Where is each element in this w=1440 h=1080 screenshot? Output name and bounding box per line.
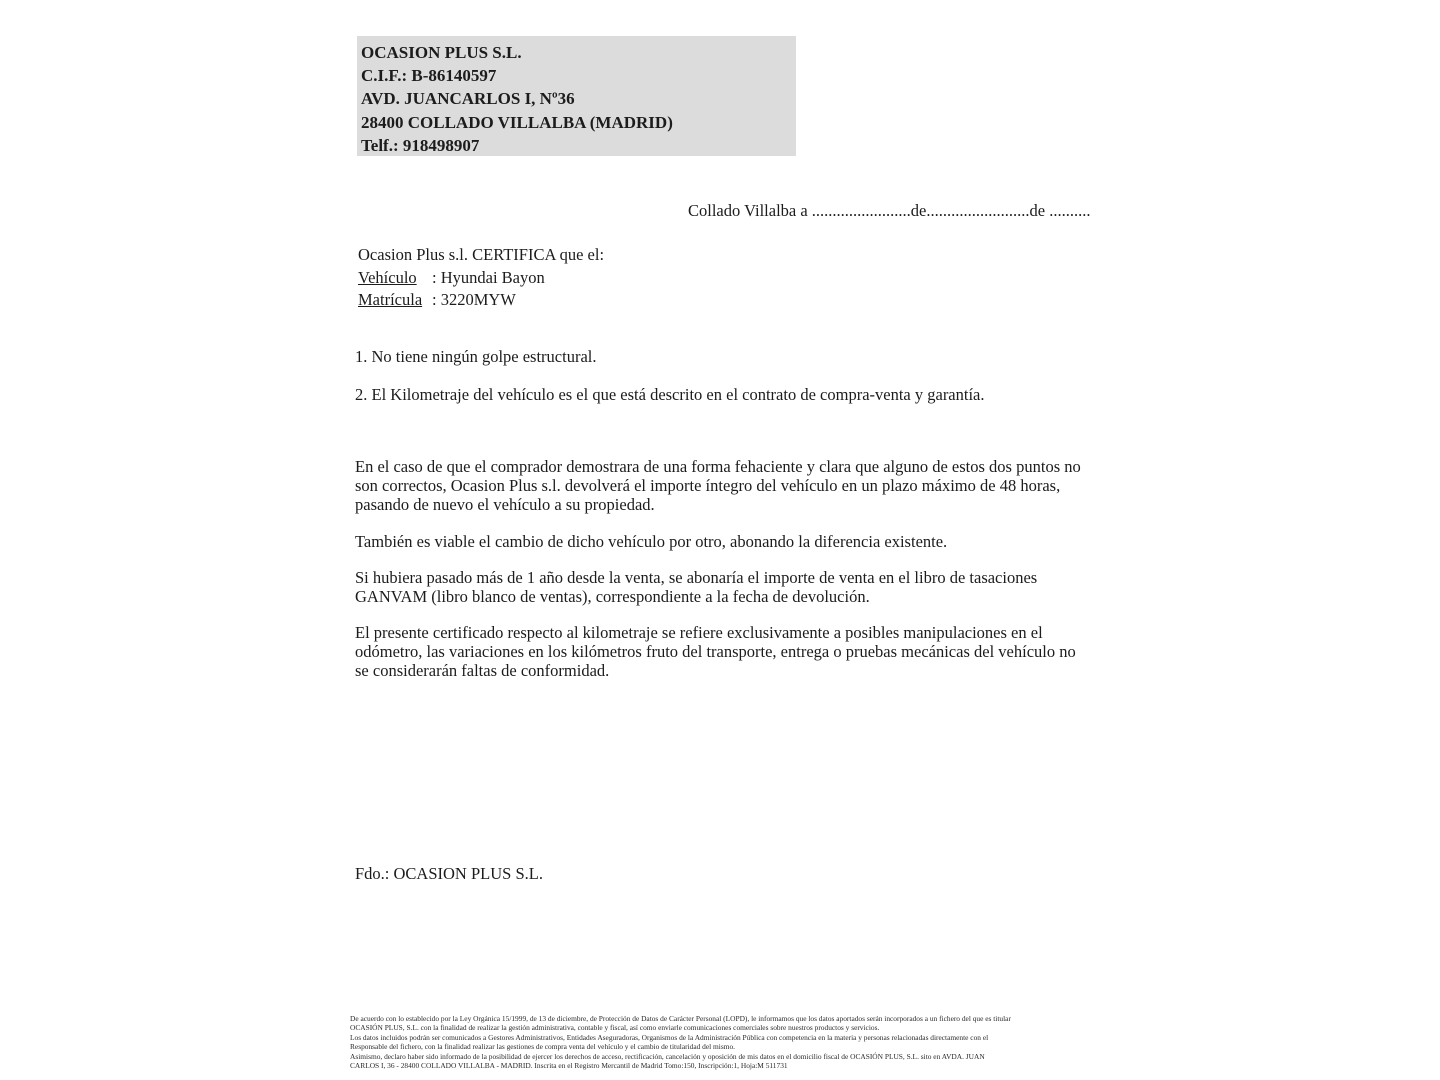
company-phone: Telf.: 918498907 xyxy=(361,135,480,155)
signature-line: Fdo.: OCASION PLUS S.L. xyxy=(355,864,543,883)
legal-footer-line: OCASIÓN PLUS, S.L. con la finalidad de realizar la gestión administrativa, contable y fiscal, así como enviarle comunicaciones comerciales sobre nuestros productos y servicios. xyxy=(350,1023,880,1033)
certified-point-2: 2. El Kilometraje del vehículo es el que está descrito en el contrato de compra-venta y garantía. xyxy=(355,385,985,404)
legal-footer-line: Responsable del fichero, con la finalidad realizar las gestiones de compra venta del vehículo y el cambio de titularidad del mismo. xyxy=(350,1042,736,1052)
legal-footer-line: De acuerdo con lo establecido por la Ley Orgánica 15/1999, de 13 de diciembre, de Protección de Datos de Carácter Personal (LOPD), le informamos que los datos aportados serán incorporados a un fichero del que es titular xyxy=(350,1014,1011,1023)
company-cif: C.I.F.: B-86140597 xyxy=(361,66,497,86)
company-city: 28400 COLLADO VILLALBA (MADRID) xyxy=(361,112,673,132)
ganvam-paragraph: Si hubiera pasado más de 1 año desde la venta, se abonaría el importe de venta en el libro de tasaciones GANVAM (libro blanco de ventas), correspondiente a la fecha de devolución. xyxy=(355,568,1038,606)
vehicle-row xyxy=(358,267,604,290)
date-line: Collado Villalba a ........................de.........................de .......... xyxy=(688,201,1091,220)
company-header-box xyxy=(357,36,796,156)
plate-row xyxy=(358,289,604,312)
vehicle-label: Vehículo xyxy=(358,267,417,287)
certification-intro: Ocasion Plus s.l. CERTIFICA que el: xyxy=(358,245,605,264)
exchange-paragraph: También es viable el cambio de dicho vehículo por otro, abonando la diferencia existente. xyxy=(355,532,948,551)
company-address: AVD. JUANCARLOS I, Nº36 xyxy=(361,89,575,109)
plate-label: Matrícula xyxy=(358,290,423,310)
company-name: OCASION PLUS S.L. xyxy=(361,43,522,62)
legal-footer xyxy=(350,1014,1110,1070)
refund-paragraph: En el caso de que el comprador demostrara de una forma fehaciente y clara que alguno de estos dos puntos no son correctos, Ocasion Plus s.l. devolverá el importe íntegro del vehículo en un plazo máximo de 48 horas, pasando de nuevo el vehículo a su propiedad. xyxy=(355,457,1081,514)
legal-footer-line: CARLOS I, 36 - 28400 COLLADO VILLALBA - MADRID. Inscrita en el Registro Mercantil de Madrid Tomo:150, Inscripción:1, Hoja:M 511731 xyxy=(350,1061,788,1071)
odometer-paragraph: El presente certificado respecto al kilometraje se refiere exclusivamente a posibles manipulaciones en el odómetro, las variaciones en los kilómetros fruto del transporte, entrega o pruebas mecánicas del vehículo no se considerarán faltas de conformidad. xyxy=(355,623,1076,680)
vehicle-value: : Hyundai Bayon xyxy=(432,267,545,287)
legal-footer-line: Los datos incluidos podrán ser comunicados a Gestores Administrativos, Entidades Aseguradoras, Organismos de la Administración Pública con competencia en la materia y personas relacionadas directamente con el xyxy=(350,1032,989,1042)
plate-value: : 3220MYW xyxy=(432,290,516,310)
certified-point-1: 1. No tiene ningún golpe estructural. xyxy=(355,347,597,366)
certification-block xyxy=(358,244,604,312)
legal-footer-line: Asimismo, declaro haber sido informado de la posibilidad de ejercer los derechos de acceso, rectificación, cancelación y oposición de mis datos en el domicilio fiscal de OCASIÓN PLUS, S.L. sito en AVDA. JUAN xyxy=(350,1051,985,1061)
